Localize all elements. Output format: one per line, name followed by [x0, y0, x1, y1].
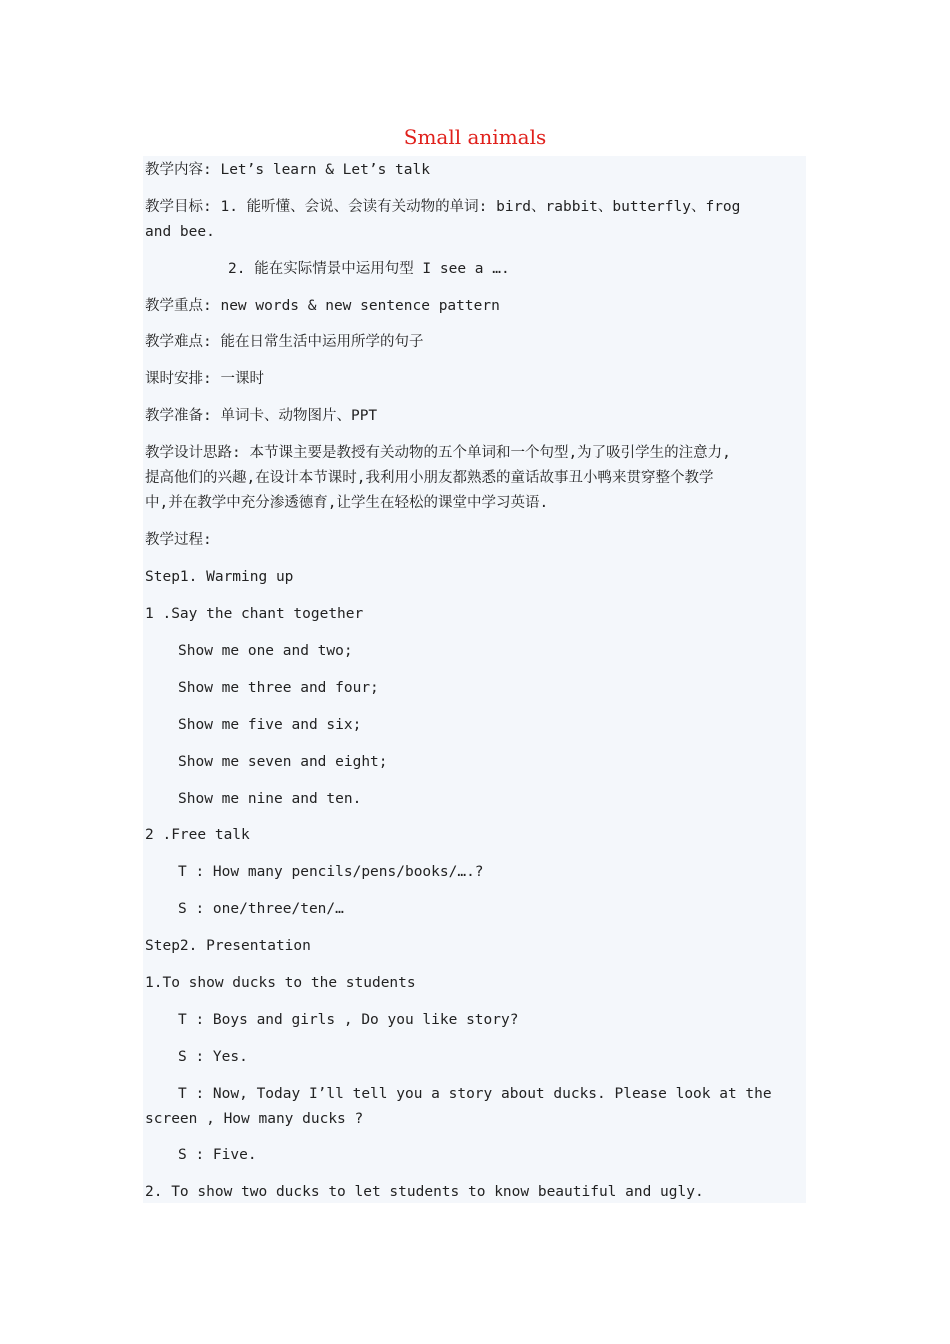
page-title: Small animals	[403, 125, 547, 149]
teaching-process: 教学过程:	[145, 532, 212, 548]
teaching-preparation: 教学准备: 单词卡、动物图片、PPT	[145, 408, 378, 424]
chant-heading: 1 .Say the chant together	[145, 606, 364, 622]
teaching-goal-1-cont: and bee.	[145, 224, 215, 240]
design-idea-3: 中,并在教学中充分渗透德育,让学生在轻松的课堂中学习英语.	[145, 495, 549, 511]
teaching-goal-2: 2. 能在实际情景中运用句型 I see a ….	[228, 261, 510, 277]
chant-line-3: Show me five and six;	[178, 717, 362, 733]
chant-line-1: Show me one and two;	[178, 643, 353, 659]
free-talk-heading: 2 .Free talk	[145, 827, 250, 843]
teaching-keypoint: 教学重点: new words & new sentence pattern	[145, 298, 500, 314]
dialogue-teacher-2: T : Now, Today I’ll tell you a story about ducks. Please look at the	[178, 1086, 772, 1102]
free-talk-student: S : one/three/ten/…	[178, 901, 344, 917]
two-ducks-heading: 2. To show two ducks to let students to know beautiful and ugly.	[145, 1184, 704, 1200]
document-body	[143, 156, 806, 1203]
show-ducks-heading: 1.To show ducks to the students	[145, 975, 416, 991]
teaching-goal-1: 教学目标: 1. 能听懂、会说、会读有关动物的单词: bird、rabbit、butterfly、frog	[145, 199, 741, 215]
step2-heading: Step2. Presentation	[145, 938, 311, 954]
chant-line-5: Show me nine and ten.	[178, 791, 362, 807]
design-idea-2: 提高他们的兴趣,在设计本节课时,我利用小朋友都熟悉的童话故事丑小鸭来贯穿整个教学	[145, 470, 714, 486]
design-idea-1: 教学设计思路: 本节课主要是教授有关动物的五个单词和一个句型,为了吸引学生的注意力,	[145, 445, 731, 461]
step1-heading: Step1. Warming up	[145, 569, 294, 585]
chant-line-2: Show me three and four;	[178, 680, 379, 696]
teaching-difficulty: 教学难点: 能在日常生活中运用所学的句子	[145, 334, 424, 350]
dialogue-teacher-2-cont: screen , How many ducks ?	[145, 1111, 364, 1127]
dialogue-teacher-1: T : Boys and girls , Do you like story?	[178, 1012, 519, 1028]
dialogue-student-2: S : Five.	[178, 1147, 257, 1163]
class-schedule: 课时安排: 一课时	[145, 371, 264, 387]
free-talk-teacher: T : How many pencils/pens/books/….?	[178, 864, 484, 880]
teaching-content: 教学内容: Let’s learn & Let’s talk	[145, 162, 430, 178]
dialogue-student-1: S : Yes.	[178, 1049, 248, 1065]
chant-line-4: Show me seven and eight;	[178, 754, 388, 770]
